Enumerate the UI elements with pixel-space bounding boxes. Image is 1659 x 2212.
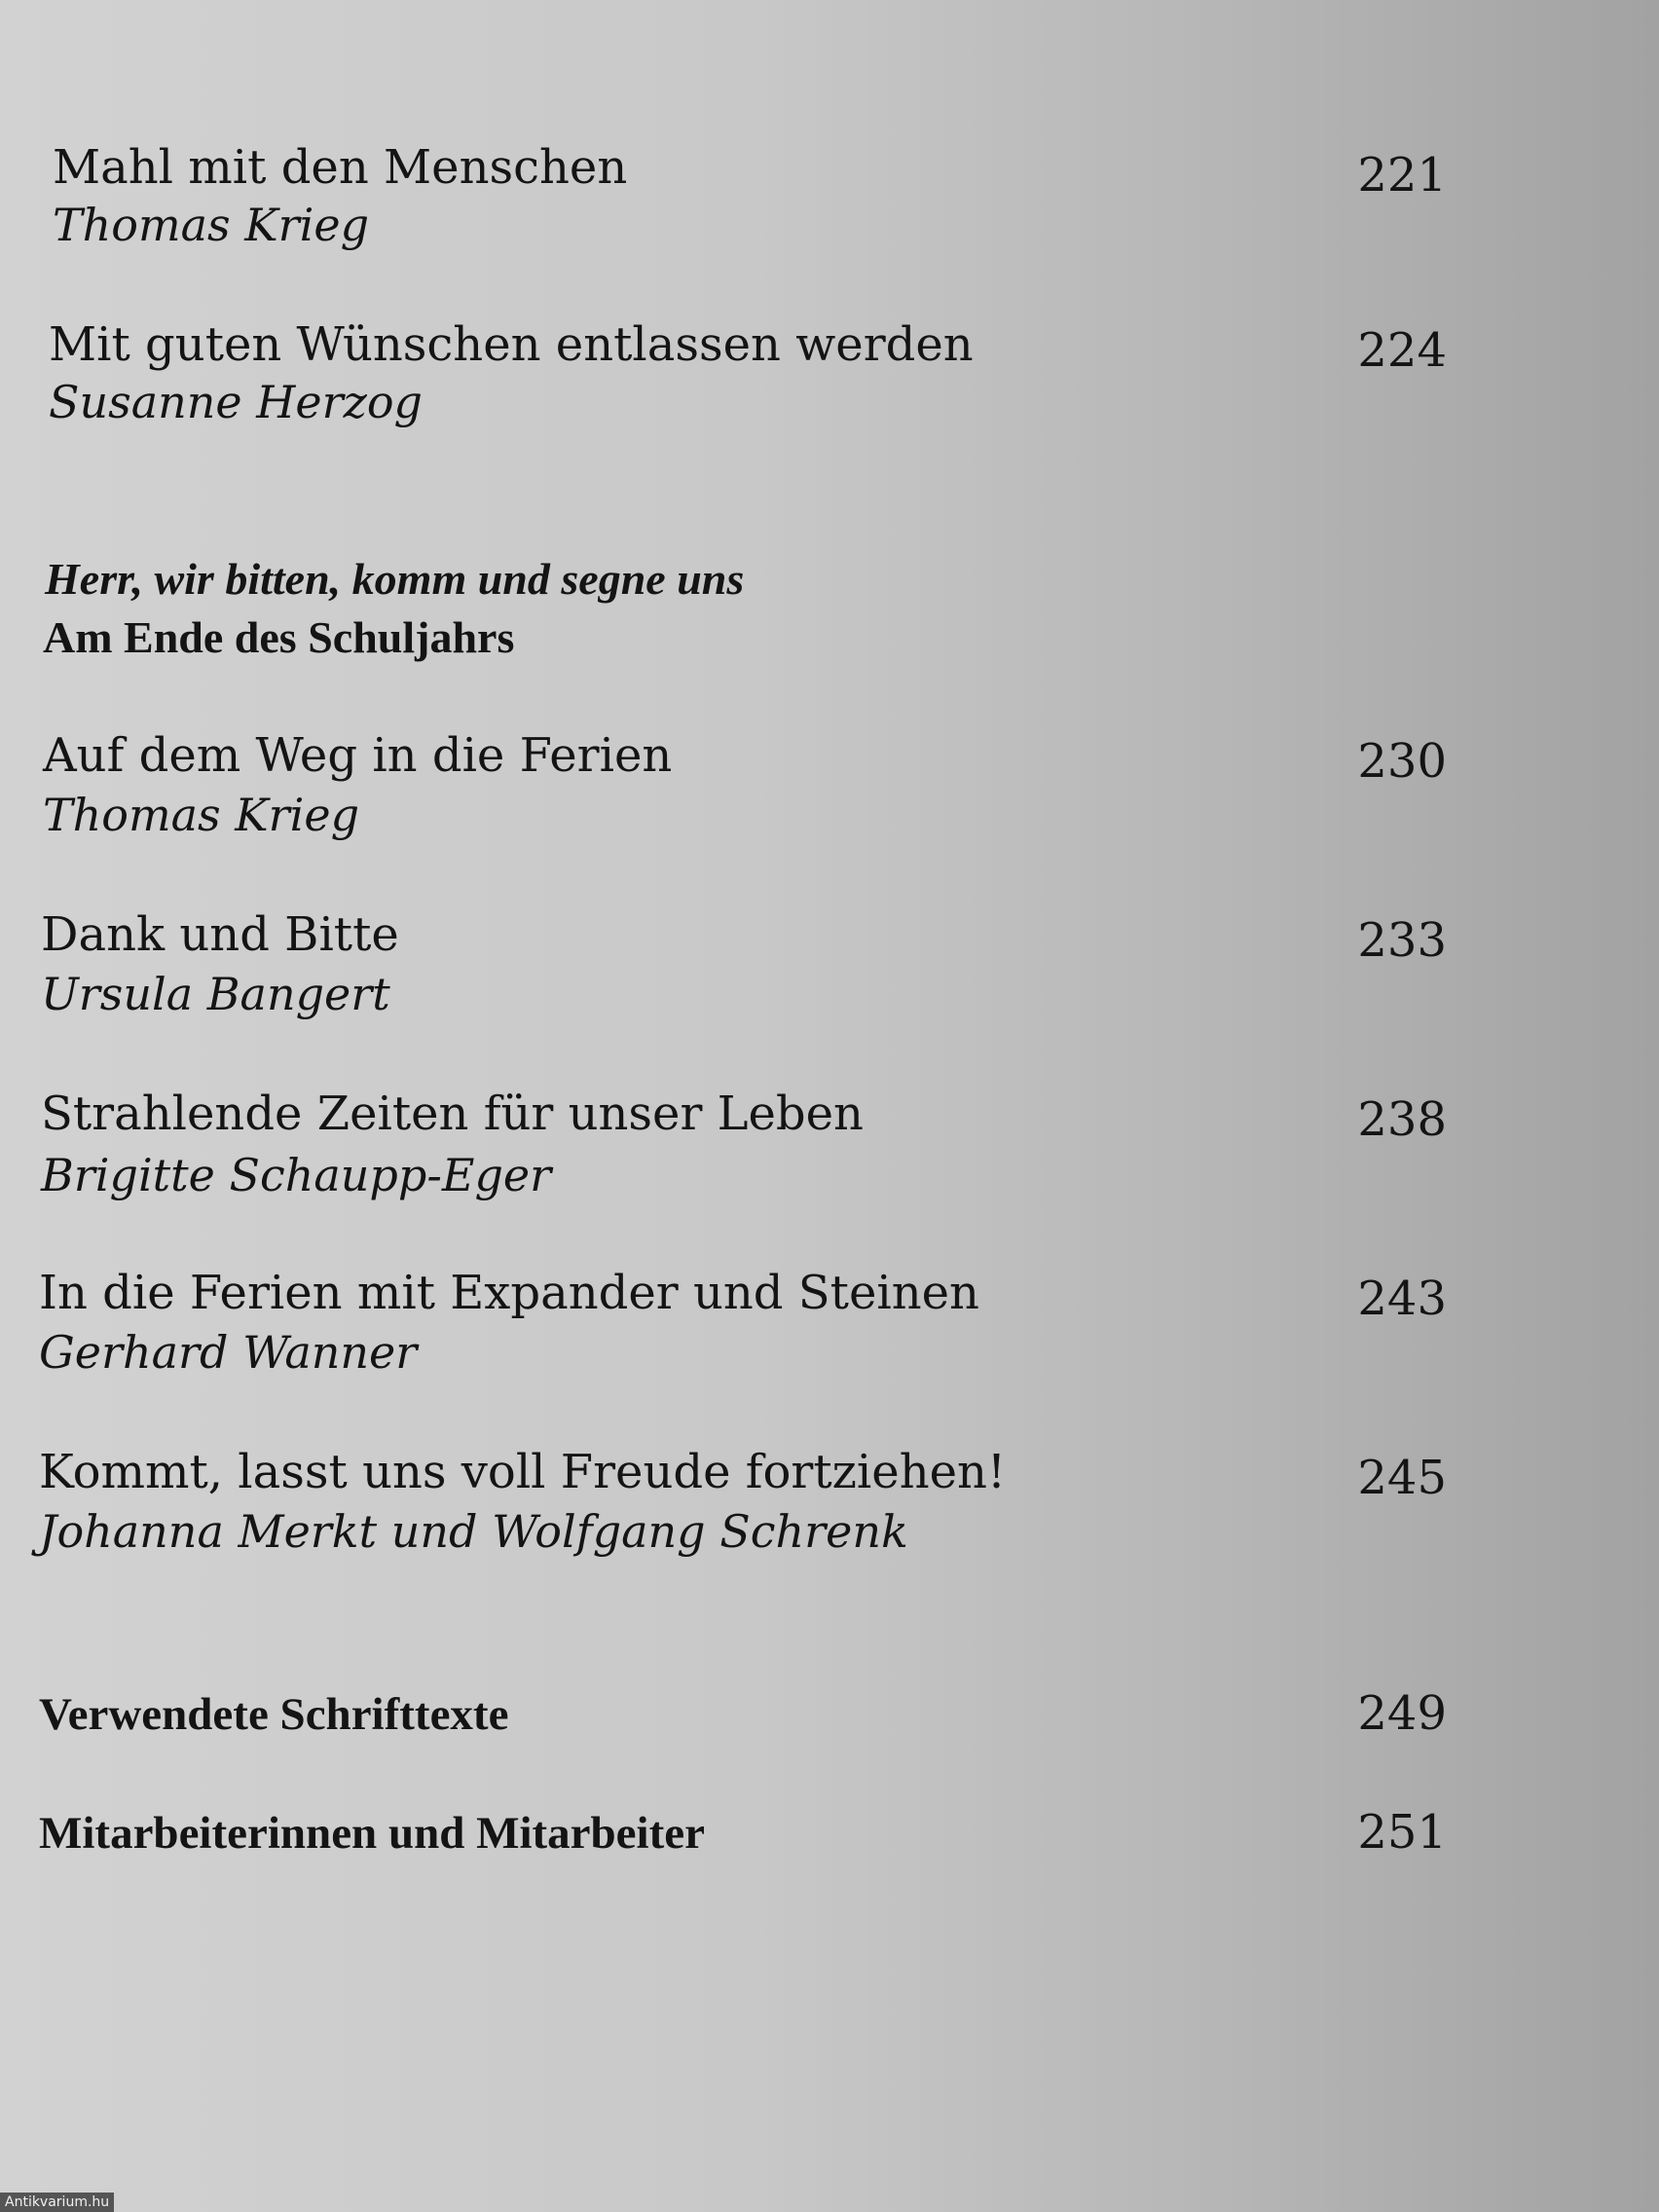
section-subtitle: Herr, wir bitten, komm und segne uns — [45, 554, 745, 604]
entry-author: Brigitte Schaupp-Eger — [41, 1149, 552, 1201]
entry-title: Dank und Bitte — [41, 907, 399, 962]
entry-title: Mahl mit den Menschen — [53, 140, 628, 195]
watermark: Antikvarium.hu — [0, 2193, 114, 2212]
entry-title: Strahlende Zeiten für unser Leben — [41, 1087, 864, 1141]
entry-page-number: 249 — [1357, 1686, 1447, 1741]
entry-page-number: 245 — [1357, 1451, 1447, 1505]
entry-page-number: 233 — [1357, 913, 1447, 968]
entry-title: Verwendete Schrifttexte — [39, 1689, 509, 1740]
entry-author: Johanna Merkt und Wolfgang Schrenk — [39, 1505, 908, 1558]
entry-author: Thomas Krieg — [43, 789, 360, 841]
entry-page-number: 221 — [1357, 148, 1447, 203]
entry-author: Gerhard Wanner — [39, 1326, 418, 1379]
section-title: Am Ende des Schuljahrs — [43, 612, 515, 662]
entry-page-number: 251 — [1357, 1805, 1447, 1860]
entry-title: Kommt, lasst uns voll Freude fortziehen! — [39, 1445, 1007, 1499]
entry-page-number: 230 — [1357, 734, 1447, 789]
entry-author: Ursula Bangert — [41, 968, 390, 1020]
entry-author: Susanne Herzog — [49, 376, 423, 428]
entry-title: In die Ferien mit Expander und Steinen — [39, 1266, 979, 1320]
entry-page-number: 224 — [1357, 323, 1447, 378]
entry-author: Thomas Krieg — [53, 199, 370, 251]
entry-page-number: 238 — [1357, 1092, 1447, 1147]
entry-title: Auf dem Weg in die Ferien — [43, 728, 673, 783]
entry-title: Mit guten Wünschen entlassen werden — [49, 317, 974, 372]
entry-page-number: 243 — [1357, 1272, 1447, 1326]
entry-title: Mitarbeiterinnen und Mitarbeiter — [39, 1808, 705, 1859]
